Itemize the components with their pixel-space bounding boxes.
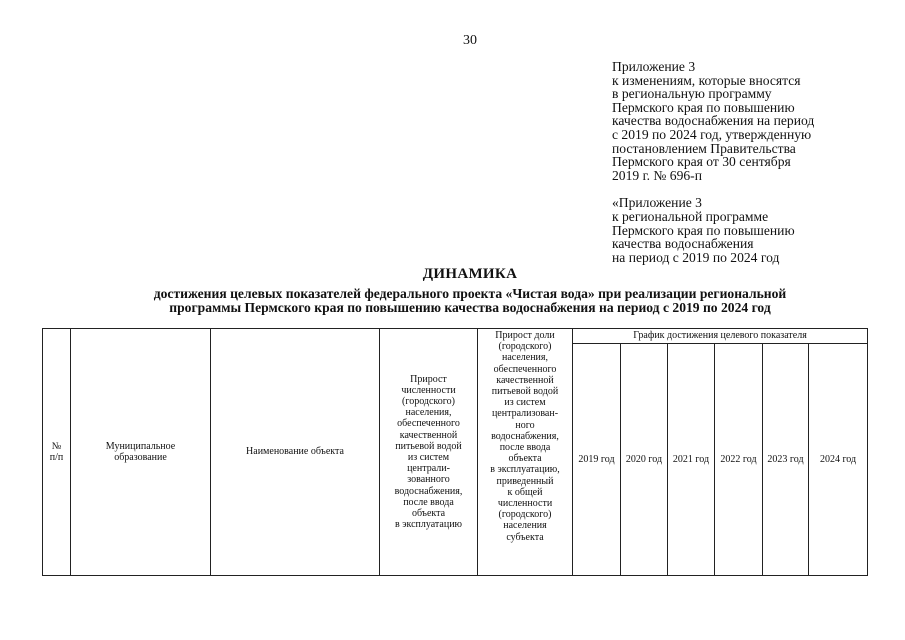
appendix-line: с 2019 по 2024 год, утвержденную [612,126,812,142]
appendix-line: 2019 г. № 696-п [612,167,702,183]
document-title: ДИНАМИКА [422,266,518,282]
appendix-quote-line: «Приложение 3 [612,195,702,211]
header-municipality [71,329,211,576]
appendix-line: Пермского края по повышению [612,99,795,115]
header-population-line: водоснабжения, [394,485,463,497]
header-share-line: централизован- [491,408,559,420]
header-year-2020: 2020 год [621,344,668,576]
subtitle-line: достижения целевых показателей федерального проекта «Чистая вода» при реализации региональной [153,286,787,301]
appendix-line: Пермского края от 30 сентября [612,154,791,170]
header-share-line: (городского) [498,341,552,353]
header-year-2022: 2022 год [715,344,763,576]
header-population-line: (городского) [402,395,455,407]
appendix-line: Приложение 3 [612,59,696,74]
header-number-line: п/п [49,452,64,463]
header-number-line: № [51,440,62,452]
appendix-line: к изменениям, которые вносятся [612,72,801,88]
page-number: 30 [463,33,477,48]
header-year-2024: 2024 год [809,344,868,576]
appendix-block [612,60,902,264]
header-share-line: населения, [501,352,549,364]
header-municipality-line: образование [114,452,167,463]
appendix-quote-line: Пермского края по повышению [612,222,795,238]
header-municipality-line: Муниципальное [105,440,176,452]
header-population-line: качественной [399,429,458,441]
header-share-line: субъекта [506,531,544,543]
header-share-line: к общей [507,486,543,498]
appendix-quote-line: качества водоснабжения [612,236,754,252]
header-share-line: после ввода [499,442,551,454]
header-population-line: зованного [407,474,450,486]
header-population-line: численности [401,384,456,396]
subtitle-line: программы Пермского края по повышению качества водоснабжения на период с 2019 по 2024 год [169,299,771,315]
appendix-line: в региональную программу [612,86,772,102]
header-population-line: объекта [411,508,446,520]
header-year-2019: 2019 год [573,344,621,576]
header-share-line: населения [503,520,547,532]
appendix-line: постановлением Правительства [612,140,796,156]
header-population-line: из систем [407,452,450,463]
appendix-line: качества водоснабжения на период [612,113,815,129]
header-population-line: обеспеченного [397,418,460,430]
header-population-line: населения, [405,407,452,419]
header-share-line: водоснабжения, [491,430,559,442]
header-population-line: питьевой водой [395,440,462,452]
header-share-line: качественной [496,374,554,386]
header-share-line: обеспеченного [493,363,557,375]
appendix-gap [612,182,902,196]
header-share-line: в эксплуатацию, [490,464,560,476]
appendix-quote-line: к региональной программе [612,208,769,224]
header-population-growth [380,329,478,576]
indicators-table [42,328,868,576]
header-object-name: Наименование объекта [211,329,380,576]
appendix-quote-line: на период с 2019 по 2024 год [612,249,780,265]
header-population-line: централи- [407,463,450,475]
header-population-line: после ввода [403,496,454,508]
header-number [43,329,71,576]
header-population-line: в эксплуатацию [394,519,463,531]
indicators-table-wrap [42,328,867,576]
header-share-line: численности [497,498,553,510]
header-share-line: (городского) [498,509,552,521]
header-year-2023: 2023 год [763,344,809,576]
header-population-line: Прирост [410,373,447,385]
header-share-line: Прирост доли [495,330,555,341]
header-share-line: приведенный [496,475,554,487]
header-share-line: объекта [508,453,542,465]
header-share-line: ного [515,419,535,431]
header-share-line: питьевой водой [491,386,559,398]
header-schedule-group: График достижения целевого показателя [573,329,868,344]
header-share-growth [478,329,573,576]
document-subtitle [90,287,850,314]
header-year-2021: 2021 год [668,344,715,576]
header-share-line: из систем [504,397,546,409]
